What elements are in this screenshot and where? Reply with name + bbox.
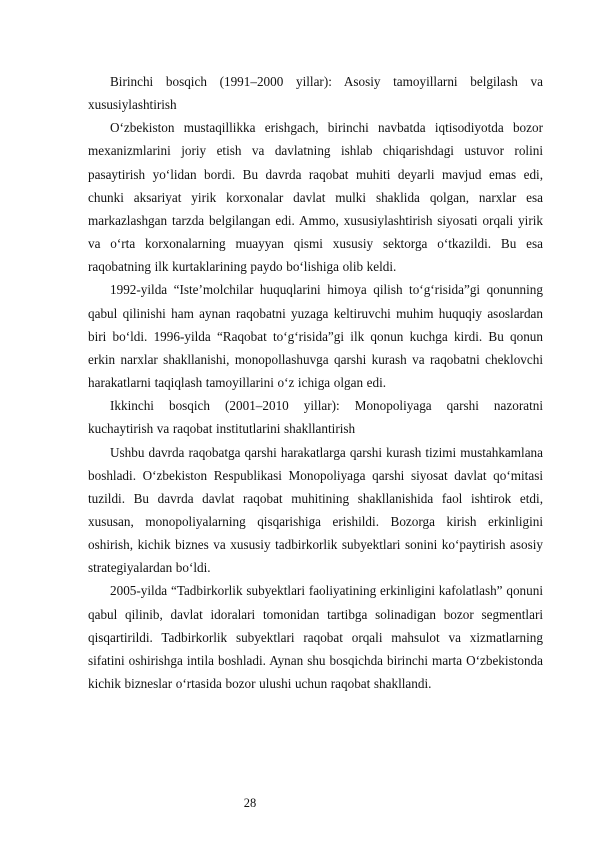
- section-heading-stage-2: Ikkinchi bosqich (2001–2010 yillar): Monopoliyaga qarshi nazoratni kuchaytirish va raqobat institutlarini shakllantirish: [88, 398, 543, 437]
- page-body: [88, 70, 543, 695]
- section-heading-stage-1: Birinchi bosqich (1991–2000 yillar): Asosiy tamoyillarni belgilash va xususiylashtirish: [88, 74, 543, 113]
- page-number: 28: [243, 796, 257, 810]
- paragraph-stage-1-intro: O‘zbekiston mustaqillikka erishgach, birinchi navbatda iqtisodiyotda bozor mexanizmlarini joriy etish va davlatning ishlab chiqarishdagi ustuvor rolini pasaytirish yo‘lidan bordi. Bu davrda raqobat muhiti deyarli mavjud emas edi, chunki aksariyat yirik korxonalar davlat mulki shaklida qolgan, narxlar esa markazlashgan tarzda belgilangan edi. Ammo, xususiylashtirish siyosati orqali yirik va o‘rta korxonalarning muayyan qismi xususiy sektorga o‘tkazildi. Bu esa raqobatning ilk kurtaklarining paydo bo‘lishiga olib keldi.: [88, 120, 543, 275]
- paragraph-stage-2-intro: Ushbu davrda raqobatga qarshi harakatlarga qarshi kurash tizimi mustahkamlana boshladi. O‘zbekiston Respublikasi Monopoliyaga qarshi siyosat davlat qo‘mitasi tuzildi. Bu davrda davlat raqobat muhitining shakllanishida faol ishtirok etdi, xususan, monopoliyalarning qisqarishiga erishildi. Bozorga kirish erkinligini oshirish, kichik biznes va xususiy tadbirkorlik subyektlari sonini ko‘paytirish asosiy strategiyalardan bo‘ldi.: [88, 444, 543, 576]
- paragraph-stage-2-law-2005: 2005-yilda “Tadbirkorlik subyektlari faoliyatining erkinligini kafolatlash” qonuni qabul qilinib, davlat idoralari tomonidan tartibga solinadigan bozor segmentlari qisqartirildi. Tadbirkorlik subyektlari raqobat orqali mahsulot va xizmatlarning sifatini oshirishga intila boshladi. Aynan shu bosqichda birinchi marta O‘zbekistonda kichik bizneslar o‘rtasida bozor ulushi uchun raqobat shakllandi.: [88, 583, 543, 692]
- paragraph-stage-1-laws: 1992-yilda “Iste’molchilar huquqlarini himoya qilish to‘g‘risida”gi qonunning qabul qilinishi ham aynan raqobatni yuzaga keltiruvchi muhim huquqiy asoslardan biri bo‘ldi. 1996-yilda “Raqobat to‘g‘risida”gi ilk qonun kuchga kirdi. Bu qonun erkin narxlar shakllanishi, monopollashuvga qarshi kurash va raqobatni cheklovchi harakatlarni taqiqlash tamoyillarini o‘z ichiga olgan edi.: [88, 282, 543, 391]
